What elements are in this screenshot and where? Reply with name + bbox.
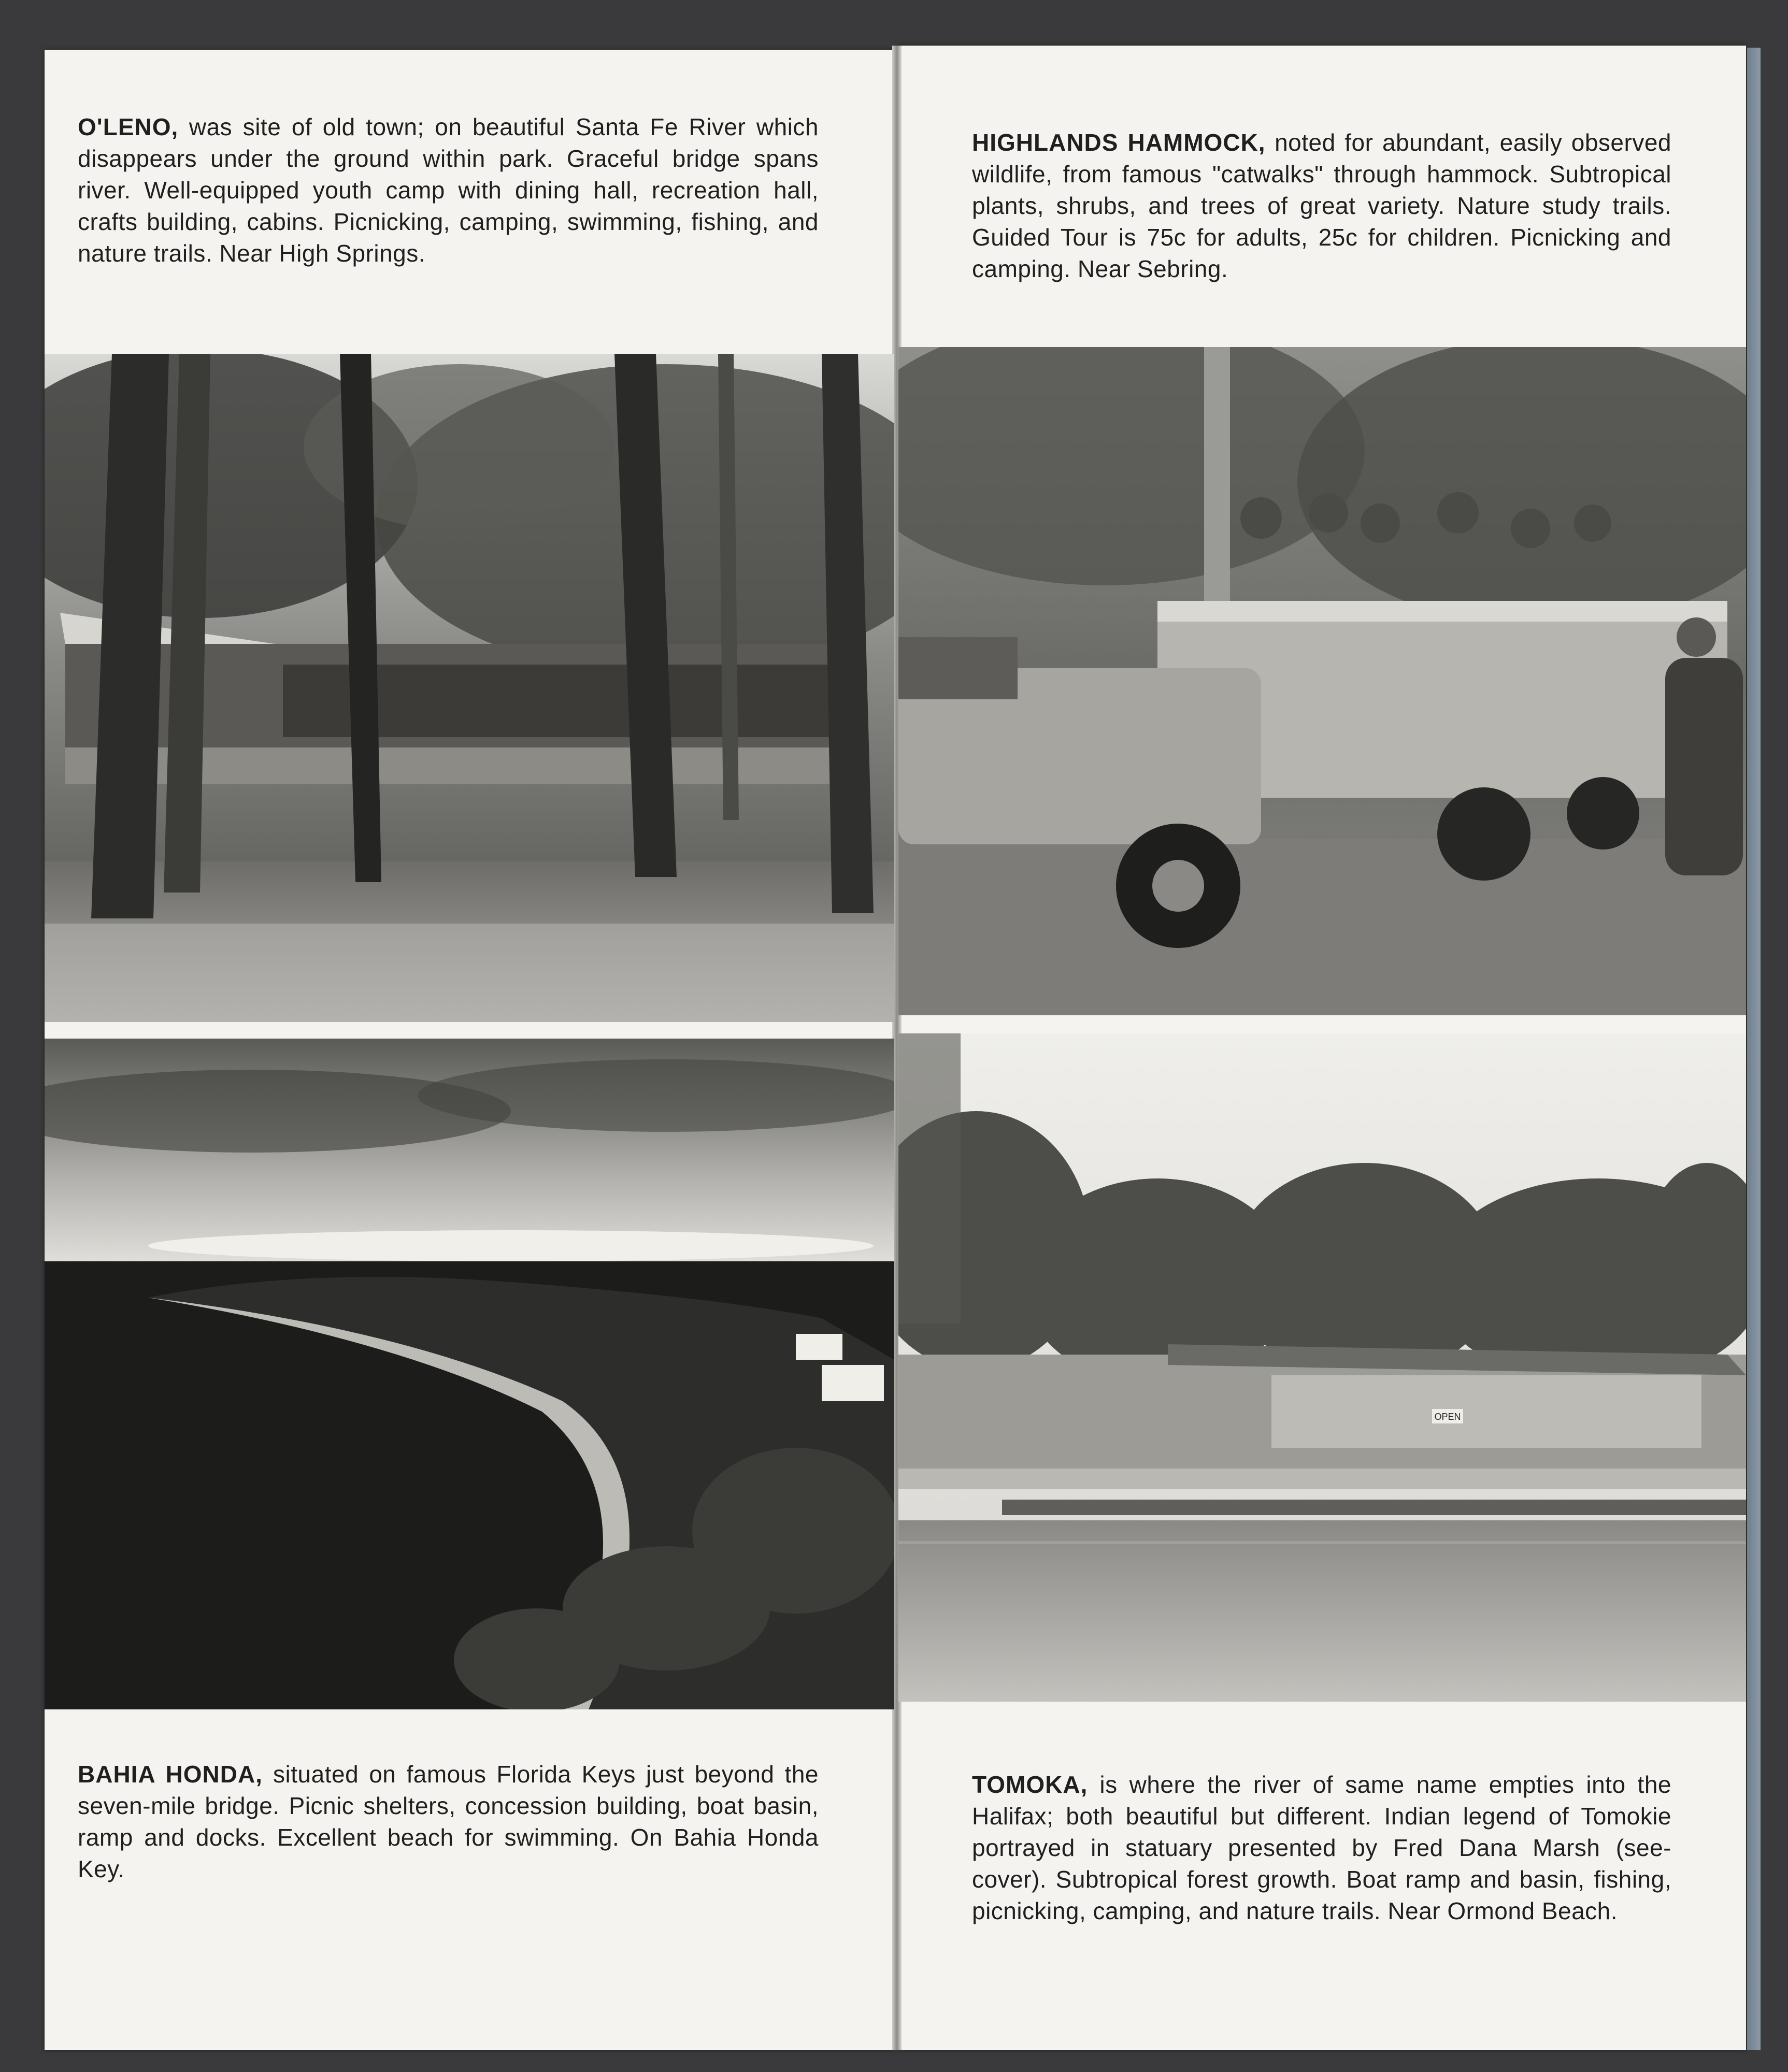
bahia-honda-description bbox=[78, 1759, 819, 1885]
bahia-honda-title: BAHIA HONDA, bbox=[78, 1761, 263, 1788]
highlands-body: noted for abundant, easily observed wildlife, from famous "catwalks" through hammock. Subtropical plants, shrubs, and trees of great variety. Nature study trails. Guided Tour is 75c for adults, 25c for children. Picnicking and camping. Near Sebring. bbox=[972, 129, 1672, 282]
highlands-description bbox=[972, 127, 1671, 285]
tomoka-description bbox=[972, 1769, 1671, 1927]
cover-edge bbox=[1747, 48, 1761, 2050]
tomoka-body: is where the river of same name empties into the Halifax; both beautiful but different. Indian legend of Tomokie portrayed in statuary presented by Fred Dana Marsh (see-cover). Subtropical forest growth. Boat ramp and basin, fishing, picnicking, camping, and nature trails. Near Ormond Beach. bbox=[972, 1771, 1671, 1924]
oleno-description bbox=[78, 111, 819, 269]
oleno-title: O'LENO, bbox=[78, 113, 179, 140]
bahia-honda-aerial-photo bbox=[45, 1039, 894, 1709]
tomoka-title: TOMOKA, bbox=[972, 1771, 1088, 1798]
oleno-body: was site of old town; on beautiful Santa Fe River which disappears under the ground within park. Graceful bridge spans river. Well-equipped youth camp with dining hall, recreation hall, crafts building, cabins. Picnicking, camping, swimming, fishing, and nature trails. Near High Springs. bbox=[78, 113, 819, 267]
open-sign-text: OPEN bbox=[1434, 1412, 1461, 1422]
oleno-lodge-photo bbox=[45, 354, 894, 1022]
highlands-title: HIGHLANDS HAMMOCK, bbox=[972, 129, 1266, 156]
tomoka-building-photo bbox=[898, 1033, 1746, 1702]
highlands-tram-photo bbox=[898, 347, 1746, 1015]
bahia-honda-body: situated on famous Florida Keys just beyond the seven-mile bridge. Picnic shelters, concession building, boat basin, ramp and docks. Excellent beach for swimming. On Bahia Honda Key. bbox=[78, 1761, 819, 1882]
